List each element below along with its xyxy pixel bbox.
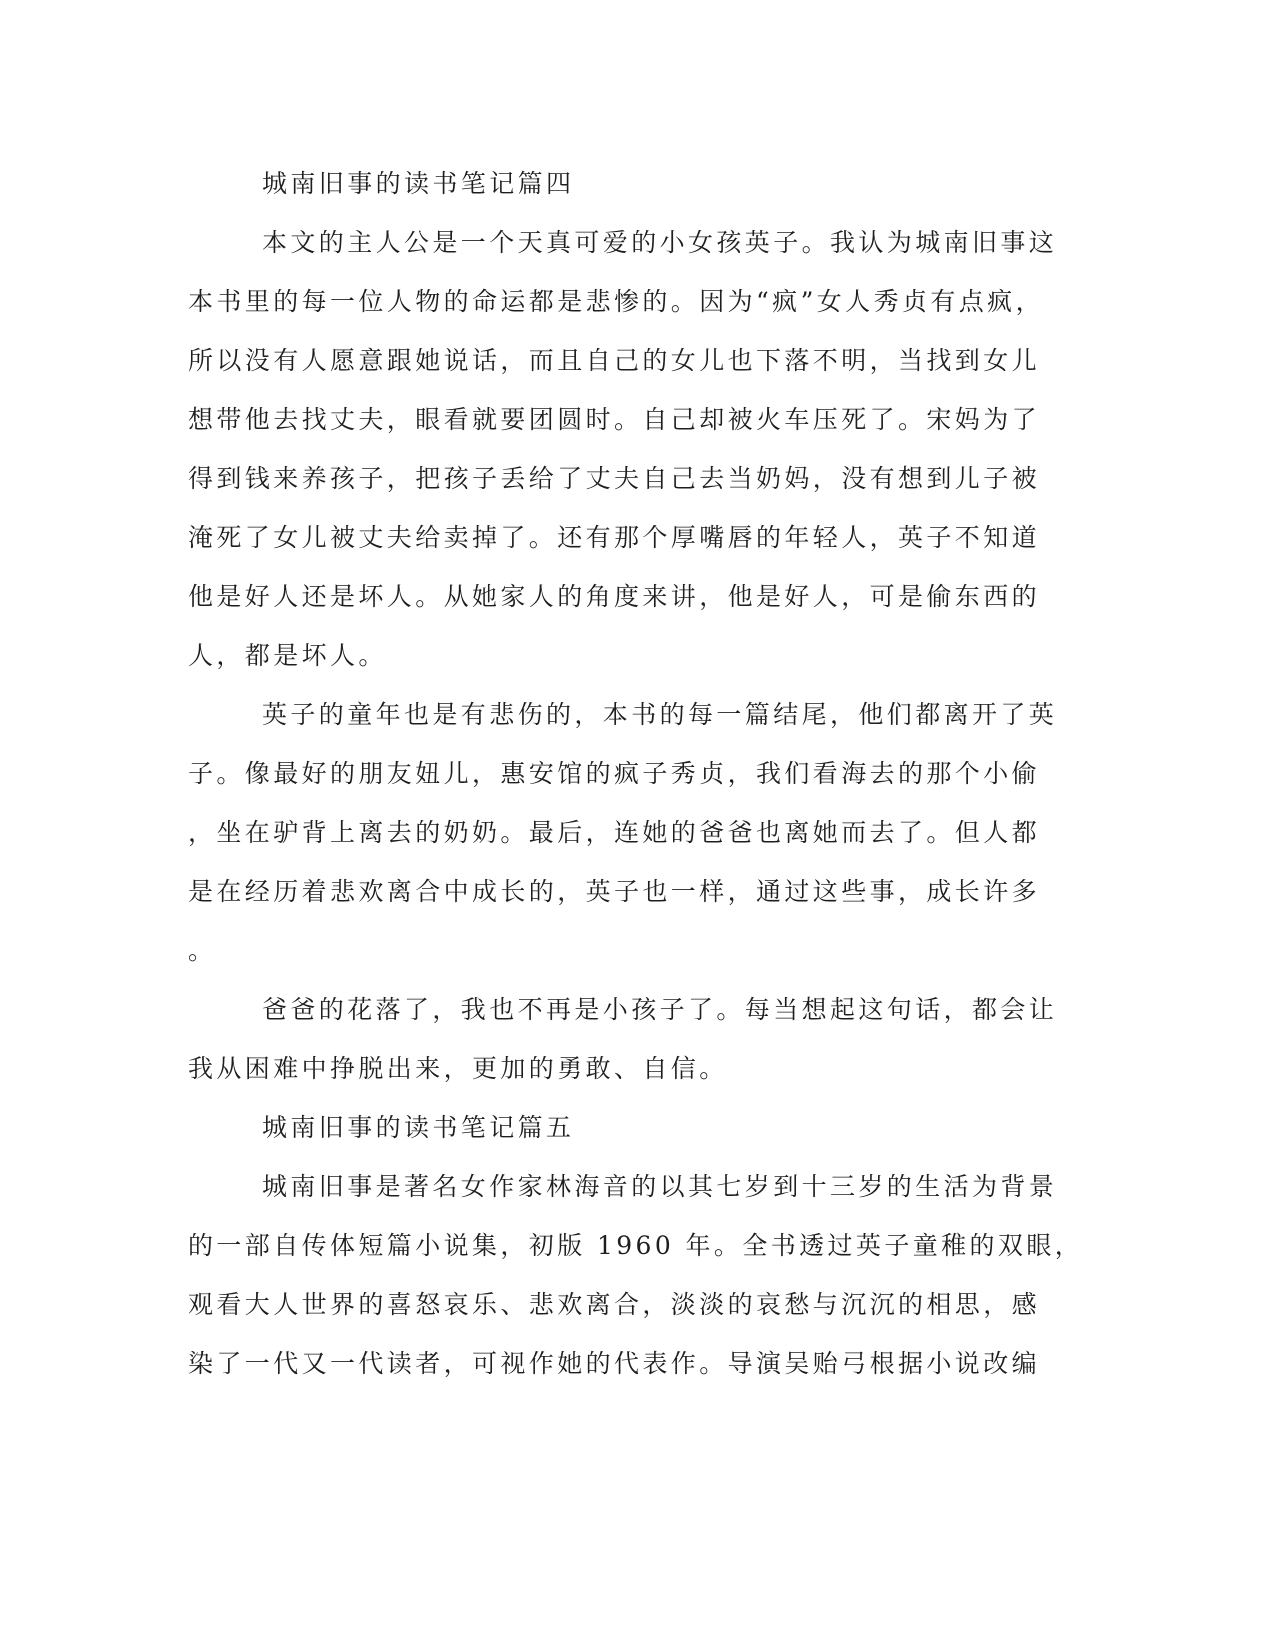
paragraph-4-line-4: 染了一代又一代读者，可视作她的代表作。导演吴贻弓根据小说改编 bbox=[188, 1349, 1041, 1378]
paragraph-1-line-4: 想带他去找丈夫，眼看就要团圆时。自己却被火车压死了。宋妈为了 bbox=[188, 405, 1041, 434]
section-heading-5: 城南旧事的读书笔记篇五 bbox=[262, 1113, 575, 1142]
paragraph-1-line-8: 人，都是坏人。 bbox=[188, 641, 387, 670]
paragraph-2-line-4: 是在经历着悲欢离合中成长的，英子也一样，通过这些事，成长许多 bbox=[188, 877, 1041, 906]
paragraph-2-line-2: 子。像最好的朋友妞儿，惠安馆的疯子秀贞，我们看海去的那个小偷 bbox=[188, 759, 1041, 788]
paragraph-3-line-1: 爸爸的花落了，我也不再是小孩子了。每当想起这句话，都会让 bbox=[262, 995, 1058, 1024]
paragraph-1-line-7: 他是好人还是坏人。从她家人的角度来讲，他是好人，可是偷东西的 bbox=[188, 582, 1041, 611]
section-heading-4: 城南旧事的读书笔记篇四 bbox=[262, 169, 575, 198]
paragraph-1-line-5: 得到钱来养孩子，把孩子丢给了丈夫自己去当奶妈，没有想到儿子被 bbox=[188, 464, 1041, 493]
paragraph-3-line-2: 我从困难中挣脱出来，更加的勇敢、自信。 bbox=[188, 1054, 728, 1083]
paragraph-4-line-3: 观看大人世界的喜怒哀乐、悲欢离合，淡淡的哀愁与沉沉的相思，感 bbox=[188, 1290, 1041, 1319]
paragraph-1-line-6: 淹死了女儿被丈夫给卖掉了。还有那个厚嘴唇的年轻人，英子不知道 bbox=[188, 523, 1041, 552]
paragraph-2-line-3: ，坐在驴背上离去的奶奶。最后，连她的爸爸也离她而去了。但人都 bbox=[188, 818, 1041, 847]
paragraph-1-line-2: 本书里的每一位人物的命运都是悲惨的。因为“疯”女人秀贞有点疯， bbox=[188, 287, 1044, 316]
paragraph-4-line-1: 城南旧事是著名女作家林海音的以其七岁到十三岁的生活为背景 bbox=[262, 1172, 1058, 1201]
paragraph-1-line-1: 本文的主人公是一个天真可爱的小女孩英子。我认为城南旧事这 bbox=[262, 228, 1058, 257]
paragraph-4-line-2: 的一部自传体短篇小说集，初版 1960 年。全书透过英子童稚的双眼， bbox=[188, 1231, 1084, 1260]
paragraph-2-line-5: 。 bbox=[188, 936, 217, 965]
paragraph-1-line-3: 所以没有人愿意跟她说话，而且自己的女儿也下落不明，当找到女儿 bbox=[188, 346, 1041, 375]
paragraph-2-line-1: 英子的童年也是有悲伤的，本书的每一篇结尾，他们都离开了英 bbox=[262, 700, 1058, 729]
